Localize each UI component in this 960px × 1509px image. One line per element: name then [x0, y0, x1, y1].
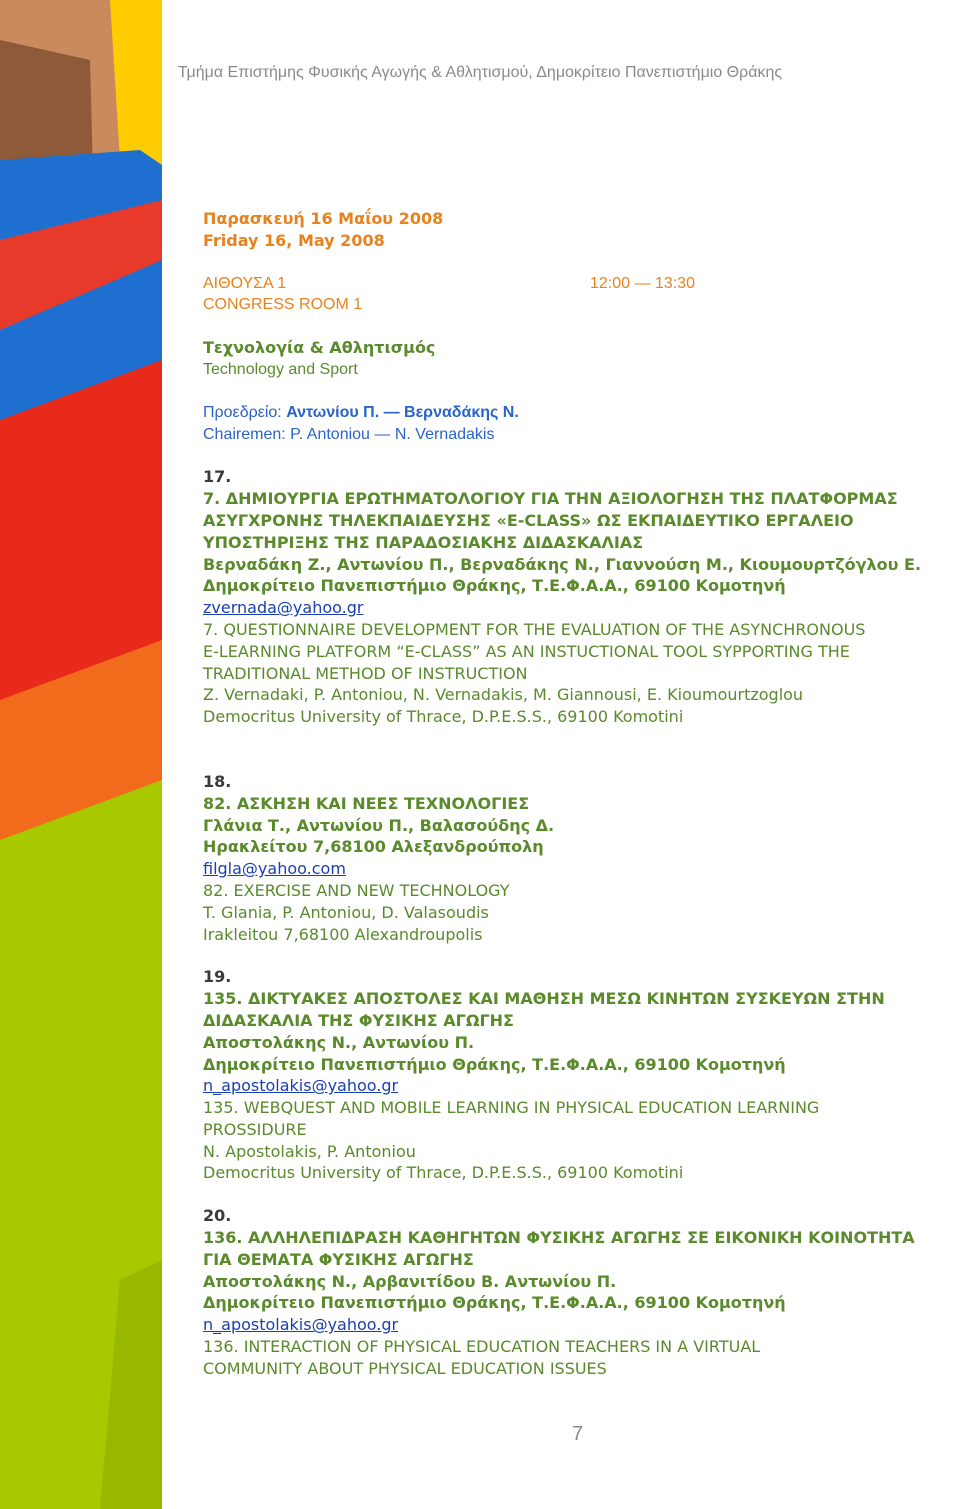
paper-title-english: E-LEARNING PLATFORM “E-CLASS” AS AN INSTUCTIONAL TOOL SYPPORTING THE [203, 641, 850, 661]
session-title-greek: Τεχνολογία & Αθλητισμός [203, 338, 436, 358]
decorative-side-band [0, 0, 162, 1509]
paper-title-greek: 136. ΑΛΛΗΛΕΠΙΔΡΑΣΗ ΚΑΘΗΓΗΤΩΝ ΦΥΣΙΚΗΣ ΑΓΩΓΗΣ ΣΕ ΕΙΚΟΝΙΚΗ ΚΟΙΝΟΤΗΤΑ [203, 1228, 915, 1248]
session-time: 12:00 — 13:30 [590, 274, 695, 292]
chair-greek [203, 402, 953, 424]
paper-title-english: 82. EXERCISE AND NEW TECHNOLOGY [203, 880, 510, 900]
chair-greek-label: Προεδρείο: [203, 403, 282, 421]
room-english: CONGRESS ROOM 1 [203, 296, 363, 314]
page-number: 7 [572, 1423, 584, 1445]
room-row [203, 273, 953, 295]
paper-authors-greek: Αποστολάκης Ν., Αρβανιτίδου Β. Αντωνίου Π. [203, 1271, 617, 1291]
program-content [203, 208, 953, 1380]
paper-title-english: 7. QUESTIONNAIRE DEVELOPMENT FOR THE EVALUATION OF THE ASYNCHRONOUS [203, 619, 866, 639]
paper-affiliation-greek: Ηρακλείτου 7,68100 Αλεξανδρούπολη [203, 837, 544, 857]
session-title-english: Technology and Sport [203, 360, 358, 378]
paper-affiliation-greek: Δημοκρίτειο Πανεπιστήμιο Θράκης, Τ.Ε.Φ.Α.Α., 69100 Κομοτηνή [203, 1293, 786, 1313]
paper-title-english: 136. INTERACTION OF PHYSICAL EDUCATION TEACHERS IN A VIRTUAL [203, 1337, 761, 1357]
paper-authors-greek: Βερναδάκη Ζ., Αντωνίου Π., Βερναδάκης Ν., Γιαννούση Μ., Κιουμουρτζόγλου Ε. [203, 554, 922, 574]
date-greek: Παρασκευή 16 Μαΐου 2008 [203, 209, 444, 228]
paper-number: 20. [203, 1206, 232, 1226]
paper-title-greek: ΓΙΑ ΘΕΜΑΤΑ ΦΥΣΙΚΗΣ ΑΓΩΓΗΣ [203, 1249, 474, 1269]
room-greek: ΑΙΘΟΥΣΑ 1 [203, 274, 287, 292]
chair-greek-names: Αντωνίου Π. — Βερναδάκης Ν. [286, 403, 519, 421]
date-english: Friday 16, May 2008 [203, 230, 385, 250]
paper-title-greek: 82. ΑΣΚΗΣΗ ΚΑΙ ΝΕΕΣ ΤΕΧΝΟΛΟΓΙΕΣ [203, 793, 530, 813]
paper-authors-greek: Αποστολάκης Ν., Αντωνίου Π. [203, 1032, 475, 1052]
paper-email-link[interactable]: n_apostolakis@yahoo.gr [203, 1315, 399, 1335]
paper-title-greek: 7. ΔΗΜΙΟΥΡΓΙΑ ΕΡΩΤΗΜΑΤΟΛΟΓΙΟΥ ΓΙΑ ΤΗΝ ΑΞΙΟΛΟΓΗΣΗ ΤΗΣ ΠΛΑΤΦΟΡΜΑΣ [203, 489, 898, 509]
paper-affiliation-greek: Δημοκρίτειο Πανεπιστήμιο Θράκης, Τ.Ε.Φ.Α.Α., 69100 Κομοτηνή [203, 1054, 786, 1074]
paper-title-english: PROSSIDURE [203, 1119, 307, 1139]
paper-title-english: TRADITIONAL METHOD OF INSTRUCTION [203, 663, 528, 683]
paper-authors-english: T. Glania, P. Antoniou, D. Valasoudis [203, 902, 489, 922]
paper-email-link[interactable]: filgla@yahoo.com [203, 859, 346, 879]
paper-authors-greek: Γλάνια Τ., Αντωνίου Π., Βαλασούδης Δ. [203, 815, 555, 835]
page-header: Τμήμα Επιστήμης Φυσικής Αγωγής & Αθλητισμού, Δημοκρίτειο Πανεπιστήμιο Θράκης [177, 64, 783, 81]
paper-number: 18. [203, 771, 232, 791]
paper-email-link[interactable]: zvernada@yahoo.gr [203, 598, 364, 618]
paper-title-greek: ΑΣΥΓΧΡΟΝΗΣ ΤΗΛΕΚΠΑΙΔΕΥΣΗΣ «E-CLASS» ΩΣ ΕΚΠΑΙΔΕΥΤΙΚΟ ΕΡΓΑΛΕΙΟ [203, 510, 854, 530]
chair-english-names: P. Antoniou — N. Vernadakis [290, 425, 495, 443]
paper-title-english: 135. WEBQUEST AND MOBILE LEARNING IN PHYSICAL EDUCATION LEARNING [203, 1098, 820, 1118]
paper-title-english: COMMUNITY ABOUT PHYSICAL EDUCATION ISSUES [203, 1358, 607, 1378]
paper-affiliation-english: Irakleitou 7,68100 Alexandroupolis [203, 924, 483, 944]
paper-number: 19. [203, 967, 232, 987]
paper-number: 17. [203, 467, 232, 487]
paper-authors-english: N. Apostolakis, P. Antoniou [203, 1141, 416, 1161]
paper-email-link[interactable]: n_apostolakis@yahoo.gr [203, 1076, 399, 1096]
paper-affiliation-english: Democritus University of Thrace, D.P.E.S.S., 69100 Komotini [203, 1163, 684, 1183]
paper-affiliation-greek: Δημοκρίτειο Πανεπιστήμιο Θράκης, Τ.Ε.Φ.Α.Α., 69100 Κομοτηνή [203, 576, 786, 596]
paper-title-greek: ΥΠΟΣΤΗΡΙΞΗΣ ΤΗΣ ΠΑΡΑΔΟΣΙΑΚΗΣ ΔΙΔΑΣΚΑΛΙΑΣ [203, 532, 644, 552]
chair-english-label: Chairemen: [203, 425, 286, 443]
paper-title-greek: 135. ΔΙΚΤΥΑΚΕΣ ΑΠΟΣΤΟΛΕΣ ΚΑΙ ΜΑΘΗΣΗ ΜΕΣΩ ΚΙΝΗΤΩΝ ΣΥΣΚΕΥΩΝ ΣΤΗΝ [203, 989, 885, 1009]
paper-title-greek: ΔΙΔΑΣΚΑΛΙΑ ΤΗΣ ΦΥΣΙΚΗΣ ΑΓΩΓΗΣ [203, 1010, 514, 1030]
chair-english [203, 424, 953, 446]
paper-authors-english: Z. Vernadaki, P. Antoniou, N. Vernadakis, M. Giannousi, E. Kioumourtzoglou [203, 685, 804, 705]
paper-affiliation-english: Democritus University of Thrace, D.P.E.S.S., 69100 Komotini [203, 707, 684, 727]
